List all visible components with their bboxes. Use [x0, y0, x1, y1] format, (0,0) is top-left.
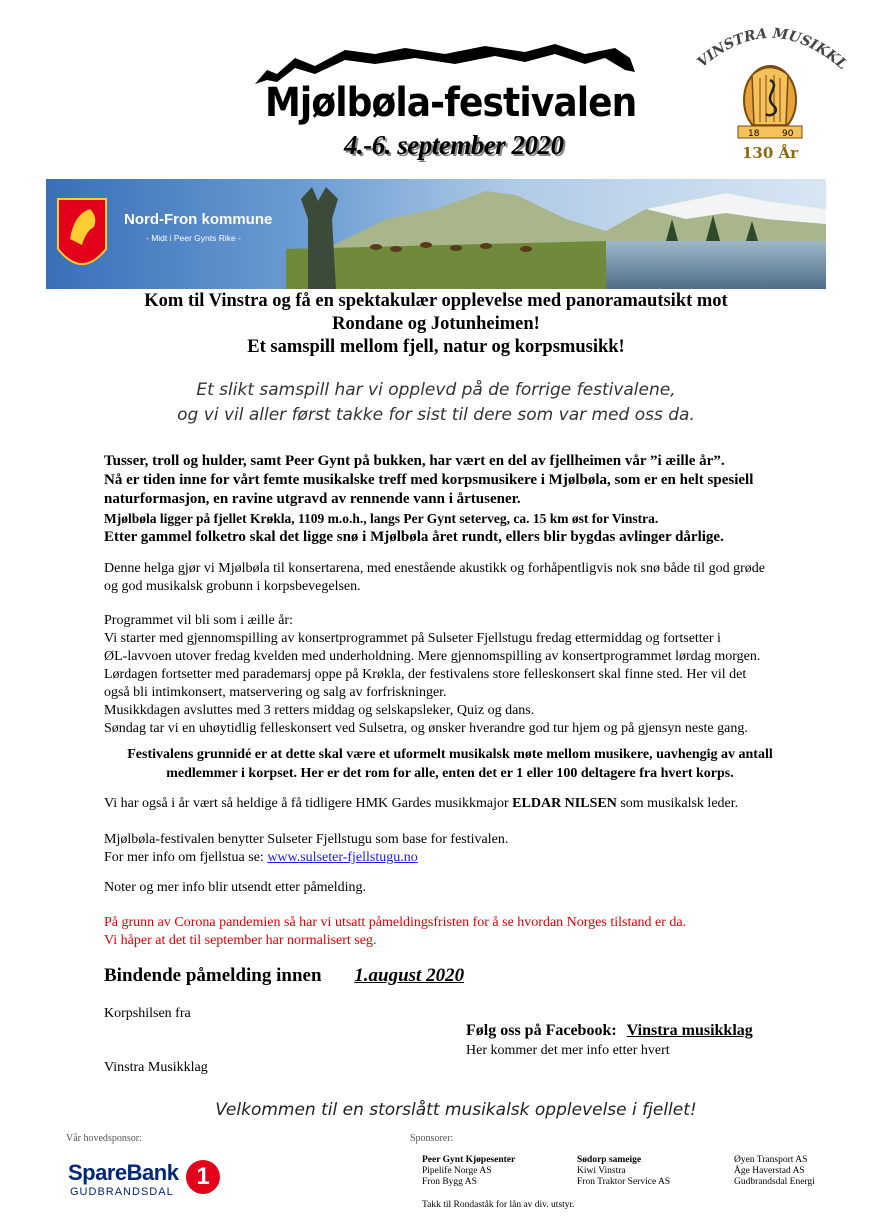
script-intro [46, 378, 826, 428]
headline-line3: Et samspill mellom fjell, natur og korpsmusikk! [247, 337, 625, 357]
program-line: også bli intimkonsert, matservering og salg av forfriskninger. [104, 685, 447, 700]
base-line2-prefix: For mer info om fjellstua se: [104, 850, 268, 865]
concert-line: Denne helga gjør vi Mjølbøla til konsertarena, med enestående akustikk og forhåpentligvis nok snø både til god grøde [104, 561, 765, 576]
concert-paragraph [104, 560, 824, 596]
deadline-label: Bindende påmelding innen [104, 965, 322, 986]
program-line: Programmet vil bli som i æille år: [104, 613, 293, 628]
program-line: Vi starter med gjennomspilling av konsertprogrammet på Sulseter Fjellstugu fredag ettermiddag og fortsetter i [104, 631, 721, 646]
base-paragraph [104, 831, 804, 867]
program-line: Søndag tar vi en uhøytidlig felleskonsert ved Sulsetra, og ønsker hverandre god tur hjem og på gjensyn neste gang. [104, 721, 748, 736]
intro-line: Etter gammel folketro skal det ligge snø i Mjølbøla året rundt, ellers blir bygdas avlinger dårlige. [104, 529, 724, 545]
welcome-text: Velkommen til en storslått musikalsk opplevelse i fjellet! [215, 1100, 697, 1120]
script-intro-line1: Et slikt samspill har vi opplevd på de forrige festivalene, [196, 380, 676, 400]
sparebank-name: SpareBank [68, 1160, 179, 1185]
notes-text: Noter og mer info blir utsendt etter påmelding. [104, 880, 367, 895]
leader-pre: Vi har også i år vært så heldige å få tidligere HMK Gardes musikkmajor [104, 796, 513, 811]
sponsor-item: Fron Traktor Service AS [577, 1177, 671, 1187]
deadline-date: 1.august 2020 [354, 965, 465, 986]
intro-line: Tusser, troll og hulder, samt Peer Gynt på bukken, har vært en del av fjellheimen vår ”i æille år”. [104, 453, 725, 469]
signature: Vinstra Musikklag [104, 1060, 208, 1075]
sponsor-item: Fron Bygg AS [422, 1177, 477, 1187]
sparebank-one-icon: 1 [186, 1160, 220, 1194]
sparebank-sub: GUDBRANDSDAL [70, 1186, 174, 1198]
sponsor-item: Gudbrandsdal Energi [734, 1177, 815, 1187]
script-intro-line2: og vi vil aller først takke for sist til dere som var med oss da. [177, 405, 695, 425]
greeting-text: Korpshilsen fra [104, 1006, 191, 1021]
sponsor-col3 [734, 1155, 815, 1188]
idea-line: medlemmer i korpset. Her er det rom for alle, enten det er 1 eller 100 deltagere fra hvert korps. [166, 766, 734, 781]
main-sponsor-label: Vår hovedsponsor: [66, 1133, 142, 1144]
idea-line: Festivalens grunnidé er at dette skal være et uformelt musikalsk møte mellom musikere, uavhengig av antall [127, 747, 773, 762]
intro-line: Nå er tiden inne for vårt femte musikalske treff med korpsmusikere i Mjølbøla, som er en helt spesiell [104, 472, 754, 488]
intro-line: Mjølbøla ligger på fjellet Krøkla, 1109 m.o.h., langs Per Gynt seterveg, ca. 15 km øst for Vinstra. [104, 511, 659, 526]
sponsor-item: Pipelife Norge AS [422, 1166, 492, 1176]
sponsor-item: Åge Haverstad AS [734, 1166, 805, 1176]
program-line: Lørdagen fortsetter med parademarsj oppe på Krøkla, der festivalens store felleskonsert skal finne sted. Her vil det [104, 667, 747, 682]
sponsor-col1 [422, 1155, 515, 1188]
deadline [104, 965, 464, 987]
sponsor-thanks: Takk til Rondaståk for lån av div. utstyr. [422, 1200, 575, 1210]
sulseter-link[interactable]: www.sulseter-fjellstugu.no [267, 850, 418, 865]
municipality-tagline: - Midt i Peer Gynts Rike - [146, 233, 241, 243]
sparebank-logo [68, 1160, 228, 1204]
program-line: ØL-lavvoen utover fredag kvelden med underholdning. Mere gjennomspilling av konsertprogrammet lørdag morgen. [104, 649, 761, 664]
facebook-follow [466, 1022, 753, 1040]
program-line: Musikkdagen avsluttes med 3 retters middag og selskapsleker, Quiz og dans. [104, 703, 535, 718]
sponsor-item: Øyen Transport AS [734, 1155, 808, 1165]
municipality-name: Nord-Fron kommune [124, 211, 273, 228]
intro-paragraph [104, 452, 824, 547]
sponsor-col2 [577, 1155, 670, 1188]
base-line1: Mjølbøla-festivalen benytter Sulseter Fjellstugu som base for festivalen. [104, 832, 509, 847]
sponsor-item: Peer Gynt Kjøpesenter [422, 1155, 516, 1165]
facebook-link[interactable]: Vinstra musikklag [626, 1022, 753, 1039]
corona-line2: Vi håper at det til september har normalisert seg. [104, 933, 377, 948]
leader-name: ELDAR NILSEN [512, 796, 617, 811]
sponsor-item: Sødorp sameige [577, 1155, 642, 1165]
idea-paragraph [80, 745, 820, 783]
headline [46, 290, 826, 359]
program-paragraph [104, 612, 824, 738]
municipality-banner [46, 179, 826, 289]
intro-line: naturformasjon, en ravine utgravd av rennende vann i årtusener. [104, 491, 521, 507]
logo-anniversary: 130 År [741, 144, 799, 162]
festival-date: 4.-6. september 2020 [344, 130, 564, 160]
vinstra-musikklag-logo [690, 20, 850, 170]
headline-line1: Kom til Vinstra og få en spektakulær opplevelse med panoramautsikt mot [144, 291, 728, 311]
headline-line2: Rondane og Jotunheimen! [332, 314, 540, 334]
logo-arc-text: VINSTRA MUSIKKL [694, 25, 850, 74]
facebook-sub: Her kommer det mer info etter hvert [466, 1043, 670, 1058]
leader-paragraph [104, 795, 804, 813]
facebook-label: Følg oss på Facebook: [466, 1022, 617, 1039]
sponsors-label: Sponsorer: [410, 1133, 454, 1144]
corona-notice [104, 914, 804, 950]
leader-post: som musikalsk leder. [616, 796, 739, 811]
concert-line: og god musikalsk grobunn i korpsbevegelsen. [104, 579, 361, 594]
logo-year-right: 90 [782, 129, 794, 139]
logo-year-left: 18 [748, 129, 760, 139]
base-line2 [104, 849, 804, 867]
festival-title: Mjølbøla-festivalen [265, 80, 637, 126]
sponsor-item: Kiwi Vinstra [577, 1166, 626, 1176]
corona-line1: På grunn av Corona pandemien så har vi utsatt påmeldingsfristen for å se hvordan Norges tilstand er da. [104, 915, 687, 930]
